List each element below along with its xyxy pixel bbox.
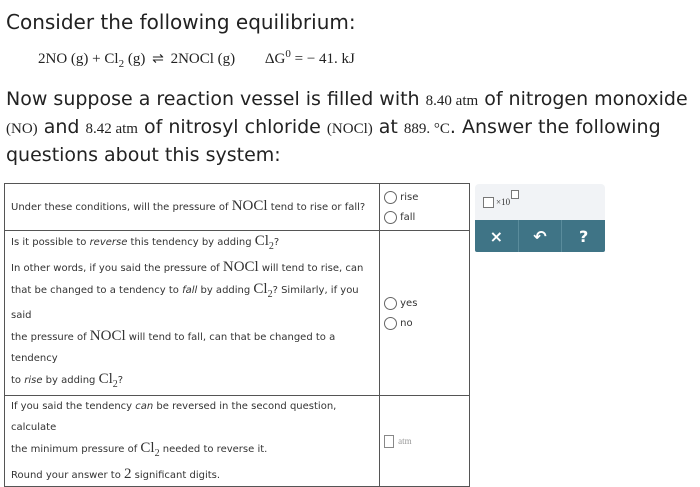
q-text: ?	[273, 237, 280, 248]
q-text: Under these conditions, will the pressure of	[11, 202, 232, 213]
q-text: needed to reverse it.	[159, 444, 268, 455]
radio-yes[interactable]	[384, 293, 465, 313]
q-text: to	[11, 375, 25, 386]
answer-tool-panel	[475, 184, 605, 254]
radio-fall[interactable]	[384, 207, 465, 227]
q-text: significant digits.	[131, 470, 221, 481]
question-3	[5, 396, 380, 487]
q-text: ?	[117, 375, 124, 386]
eq-nocl: 2NOCl	[170, 51, 214, 67]
q-em: fall	[182, 285, 198, 296]
eq-phase: (g)	[217, 51, 236, 67]
radio-no[interactable]	[384, 313, 465, 333]
q-line	[11, 279, 373, 326]
q-text: will tend to rise, can	[258, 263, 364, 274]
q-text: In other words, if you said the pressure of	[11, 263, 223, 274]
undo-button[interactable]: ↶	[519, 220, 563, 252]
formula-cl2	[140, 440, 160, 459]
radio-label: rise	[400, 191, 419, 203]
scenario-part: at	[372, 116, 404, 138]
formula-nocl: NOCl	[231, 198, 268, 214]
q-text: Is it possible to	[11, 237, 90, 248]
radio-label: fall	[400, 211, 416, 223]
question-2	[5, 231, 380, 396]
delta-g-sup: 0	[285, 48, 291, 60]
cl-sub: 2	[154, 448, 160, 459]
question-1	[5, 184, 380, 231]
q-line	[11, 231, 373, 257]
scenario-part: Now suppose a reaction vessel is filled with	[6, 88, 426, 110]
scenario-part: of nitrogen monoxide	[478, 88, 688, 110]
eq-cl: Cl	[104, 51, 119, 67]
formula-nocl: NOCl	[222, 259, 259, 275]
scenario-part: of nitrosyl chloride	[137, 116, 327, 138]
formula-cl2	[254, 233, 274, 252]
q-line	[11, 438, 373, 464]
no-formula: (NO)	[6, 121, 38, 137]
unit-label: atm	[398, 436, 412, 446]
cl: Cl	[140, 440, 155, 456]
q-text: by adding	[42, 375, 99, 386]
eq-phase: (g)	[127, 51, 146, 67]
scientific-notation-button[interactable]	[483, 197, 494, 208]
scenario-part: . Answer the following questions about this system:	[6, 116, 661, 166]
q-line	[11, 369, 373, 395]
sig-digits: 2	[124, 466, 132, 482]
q-em: rise	[24, 375, 43, 386]
eq-phase: (g)	[70, 51, 89, 67]
eq-cl-sub: 2	[118, 58, 125, 70]
questions-table	[4, 183, 470, 487]
delta-g-label: ΔG	[264, 51, 286, 67]
cl-sub: 2	[267, 289, 273, 300]
radio-circle-icon[interactable]	[384, 317, 397, 330]
q-text: be reversed in the second question, calculate	[11, 401, 337, 433]
tool-buttons	[475, 220, 605, 252]
intro-text: Consider the following equilibrium:	[6, 10, 356, 34]
formula-nocl: NOCl	[89, 328, 126, 344]
q-line	[11, 396, 373, 438]
help-button[interactable]: ?	[579, 226, 589, 246]
question-3-answer	[380, 396, 470, 487]
scenario-part: and	[37, 116, 86, 138]
pressure-no: 8.40 atm	[425, 93, 479, 109]
scenario-text	[6, 86, 700, 168]
clear-button[interactable]: ×	[475, 220, 519, 252]
pressure-nocl: 8.42 atm	[85, 121, 138, 137]
cl-sub: 2	[112, 379, 118, 390]
pressure-answer-input[interactable]	[384, 435, 394, 448]
pressure-answer-box	[384, 435, 465, 448]
q-text: If you said the tendency	[11, 401, 136, 412]
q-text: the minimum pressure of	[11, 444, 141, 455]
cl: Cl	[254, 233, 269, 249]
q-text: by adding	[197, 285, 254, 296]
equilibrium-arrow-icon: ⇌	[152, 52, 164, 67]
formula-cl2	[253, 281, 273, 300]
equilibrium-equation	[38, 48, 355, 70]
cl-sub: 2	[268, 241, 274, 252]
formula-cl2	[98, 371, 118, 390]
q-text: Round your answer to	[11, 470, 124, 481]
q-text: the pressure of	[11, 332, 90, 343]
radio-rise[interactable]	[384, 187, 465, 207]
tool-top	[475, 184, 605, 220]
cl: Cl	[253, 281, 268, 297]
radio-circle-icon[interactable]	[384, 191, 397, 204]
exponent-box	[511, 190, 519, 199]
cl: Cl	[98, 371, 113, 387]
q-line	[11, 257, 373, 279]
radio-circle-icon[interactable]	[384, 211, 397, 224]
q-text: this tendency by adding	[127, 237, 255, 248]
q-line	[11, 326, 373, 369]
q-em: reverse	[89, 237, 128, 248]
delta-g-value: = − 41. kJ	[294, 51, 355, 67]
times-ten-label: ×10	[496, 197, 511, 207]
question-2-options	[380, 231, 470, 396]
q-text: that be changed to a tendency to	[11, 285, 183, 296]
q-line	[11, 464, 373, 486]
q-em: can	[135, 401, 154, 412]
radio-label: no	[400, 317, 413, 329]
radio-label: yes	[400, 297, 418, 309]
temperature: 889. °C	[403, 121, 450, 137]
eq-plus: +	[92, 51, 101, 67]
nocl-formula: (NOCl)	[326, 121, 373, 137]
q-text: tend to rise or fall?	[267, 202, 366, 213]
question-1-options	[380, 184, 470, 231]
q-text: will tend to fall, can that be changed to a tendency	[11, 332, 336, 364]
radio-circle-icon[interactable]	[384, 297, 397, 310]
eq-no: 2NO	[38, 51, 68, 67]
q-text: ? Similarly, if you said	[11, 285, 359, 321]
